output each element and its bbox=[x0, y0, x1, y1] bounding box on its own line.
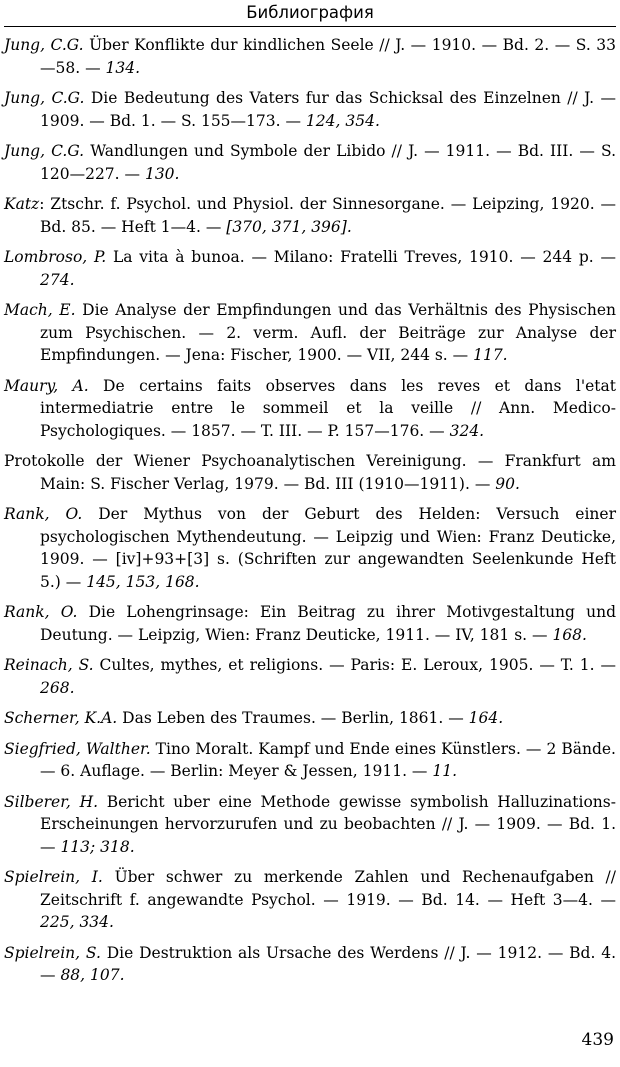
bibliography-entry bbox=[4, 503, 616, 593]
bibliography-entry bbox=[4, 193, 616, 238]
entry-text: Wandlungen und Symbole der Libido // J. — 1911. — Bd. III. — S. 120—227. — bbox=[40, 142, 616, 183]
entry-text: Über Konflikte dur kindlichen Seele // J. — 1910. — Bd. 2. — S. 33—58. — bbox=[40, 36, 616, 77]
entry-text: Das Leben des Traumes. — Berlin, 1861. — bbox=[117, 709, 469, 727]
entry-text: Die Analyse der Empfindungen und das Verhältnis des Physischen zum Psychischen. — 2. verm. Aufl. der Beiträge zur Analyse der Empfindungen. — Jena: Fischer, 1900. — VII, 244 s. — bbox=[40, 301, 617, 364]
entry-pages: 164. bbox=[468, 709, 504, 727]
entry-author: Jung, C.G. bbox=[4, 142, 85, 160]
page-number: 439 bbox=[581, 1030, 614, 1050]
entry-author: Rank, O. bbox=[4, 603, 78, 621]
entry-author: Lombroso, P. bbox=[4, 248, 107, 266]
entry-text: Protokolle der Wiener Psychoanalytischen Vereinigung. — Frankfurt am Main: S. Fischer Verlag, 1979. — Bd. III (1910—1911). — bbox=[4, 452, 616, 493]
bibliography-entry bbox=[4, 738, 616, 783]
entry-pages: 130. bbox=[144, 164, 180, 183]
entry-pages: [370, 371, 396]. bbox=[226, 217, 352, 236]
bibliography-entry bbox=[4, 375, 616, 443]
bibliography-list bbox=[4, 34, 616, 995]
entry-pages: 134. bbox=[105, 58, 141, 77]
entry-author: Jung, C.G. bbox=[4, 89, 85, 107]
entry-pages: 268. bbox=[40, 678, 75, 697]
bibliography-entry bbox=[4, 140, 616, 185]
entry-text: Die Bedeutung des Vaters fur das Schicksal des Einzelnen // J. — 1909. — Bd. 1. — S. 155—173. — bbox=[40, 89, 616, 130]
entry-author: Jung, C.G. bbox=[4, 36, 84, 54]
entry-pages: 168. bbox=[552, 625, 587, 644]
entry-text: Die Lohengrinsage: Ein Beitrag zu ihrer Motivgestaltung und Deutung. — Leipzig, Wien: Franz Deuticke, 1911. — IV, 181 s. — bbox=[40, 603, 616, 644]
entry-author: Maury, A. bbox=[4, 376, 89, 395]
entry-author: Spielrein, I. bbox=[4, 868, 103, 886]
entry-author: Reinach, S. bbox=[4, 656, 94, 674]
entry-author: Spielrein, S. bbox=[4, 943, 101, 962]
bibliography-entry bbox=[4, 87, 616, 132]
entry-author: Scherner, K.A. bbox=[4, 709, 118, 727]
entry-pages: 124, 354. bbox=[305, 111, 380, 130]
entry-text: Tino Moralt. Kampf und Ende eines Künstlers. — 2 Bände. — 6. Auflage. — Berlin: Meyer & Jessen, 1911. — bbox=[40, 739, 616, 780]
bibliography-entry bbox=[4, 654, 616, 699]
entry-text: Die Destruktion als Ursache des Werdens // J. — 1912. — Bd. 4. — bbox=[40, 943, 617, 984]
bibliography-entry bbox=[4, 791, 616, 859]
bibliography-entry bbox=[4, 707, 616, 730]
entry-pages: 145, 153, 168. bbox=[86, 572, 200, 591]
entry-pages: 88, 107. bbox=[60, 966, 125, 984]
bibliography-entry bbox=[4, 601, 616, 646]
bibliography-entry bbox=[4, 299, 616, 367]
entry-text: Bericht uber eine Methode gewisse symbolish Halluzinations-Erscheinungen hervorzurufen und zu beobachten // J. — 1909. — Bd. 1. — bbox=[40, 792, 616, 856]
entry-text: Über schwer zu merkende Zahlen und Rechenaufgaben // Zeitschrift f. angewandte Psychol. — 1919. — Bd. 14. — Heft 3—4. — bbox=[40, 868, 617, 909]
entry-text: De certains faits observes dans les reves et dans l'etat intermediatrie entre le sommeil et la veille // Ann. Medico-Psychologiques. — 1857. — T. III. — P. 157—176. — bbox=[40, 376, 616, 440]
entry-pages: 90. bbox=[495, 474, 520, 493]
entry-author: Mach, E. bbox=[4, 301, 76, 319]
bibliography-entry bbox=[4, 450, 616, 495]
bibliography-entry bbox=[4, 246, 616, 291]
entry-pages: 324. bbox=[449, 421, 485, 440]
bibliography-entry bbox=[4, 942, 616, 987]
bibliography-entry bbox=[4, 866, 616, 934]
running-head: Библиография bbox=[246, 3, 374, 22]
entry-pages: 11. bbox=[432, 762, 458, 780]
entry-author: Silberer, H. bbox=[4, 792, 99, 811]
entry-text: Der Mythus von der Geburt des Helden: Versuch einer psychologischen Mythendeutung. — Leipzig und Wien: Franz Deuticke, 1909. — [iv]+93+[3] s. (Schriften zur angewandten Seelenkunde Heft 5.) — bbox=[40, 505, 616, 591]
entry-pages: 117. bbox=[473, 346, 508, 364]
entry-pages: 274. bbox=[40, 270, 75, 289]
entry-pages: 225, 334. bbox=[40, 913, 114, 931]
entry-text: : Ztschr. f. Psychol. und Physiol. der Sinnesorgane. — Leipzing, 1920. — Bd. 85. — Heft 1—4. — bbox=[39, 195, 616, 236]
header-rule bbox=[4, 26, 616, 27]
entry-author: Katz bbox=[4, 195, 40, 213]
entry-author: Siegfried, Walther. bbox=[4, 739, 151, 758]
entry-pages: 113; 318. bbox=[60, 837, 135, 856]
bibliography-entry bbox=[4, 34, 616, 79]
entry-text: La vita à bunoa. — Milano: Fratelli Treves, 1910. — 244 p. — bbox=[106, 248, 616, 266]
entry-author: Rank, O. bbox=[4, 505, 83, 523]
entry-text: Cultes, mythes, et religions. — Paris: E. Leroux, 1905. — T. 1. — bbox=[93, 656, 616, 674]
